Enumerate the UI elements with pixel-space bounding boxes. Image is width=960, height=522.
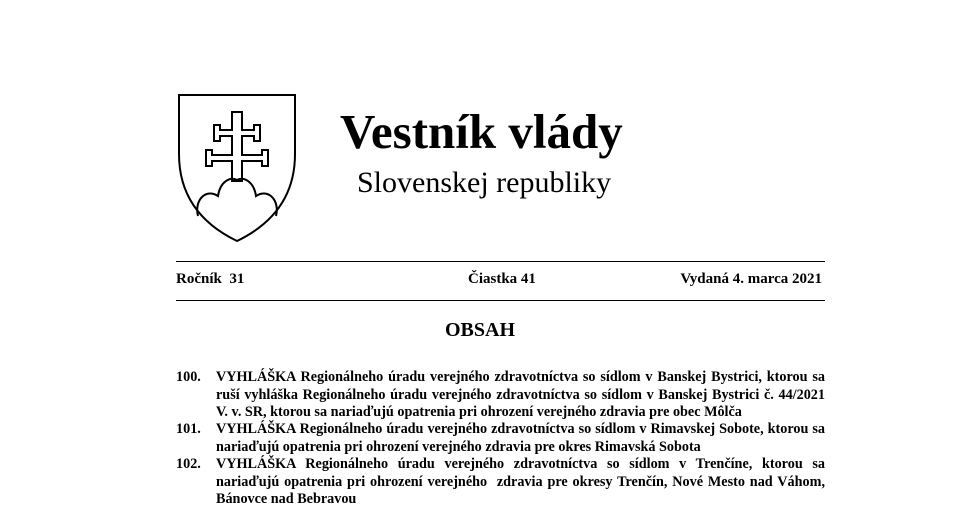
volume-label: Ročník 31 bbox=[176, 271, 245, 287]
divider-bottom bbox=[176, 300, 825, 301]
coat-of-arms-icon bbox=[176, 92, 298, 244]
contents-item-text: VYHLÁŠKA Regionálneho úradu verejného zdravotníctva so sídlom v Trenčíne, ktorou sa nariaďujú opatrenia pri ohrození verejného zdravia pre okresy Trenčín, Nové Mesto nad Váhom, Bánovce nad Bebravou bbox=[216, 456, 829, 507]
contents-item-number: 100. bbox=[176, 369, 201, 385]
contents-item-text: VYHLÁŠKA Regionálneho úradu verejného zdravotníctva so sídlom v Rimavskej Sobote, ktorou sa nariaďujú opatrenia pri ohrození verejného zdravia pre okres Rimavská Sobota bbox=[216, 421, 825, 455]
part-label: Čiastka 41 bbox=[468, 271, 536, 287]
contents-item-text: VYHLÁŠKA Regionálneho úradu verejného zdravotníctva so sídlom v Banskej Bystrici, ktorou sa ruší vyhláška Regionálneho úradu verejného zdravotníctva so sídlom v Banskej Bystrici č. 44/2021 V. v. SR, ktorou sa nariaďujú opatrenia pri ohrození verejného zdravia pre obec Môlča bbox=[216, 369, 825, 420]
divider-top bbox=[176, 261, 825, 262]
issue-date: Vydaná 4. marca 2021 bbox=[680, 271, 822, 287]
contents-item bbox=[176, 369, 825, 422]
page-title: Vestník vlády bbox=[340, 104, 623, 159]
contents-heading: OBSAH bbox=[444, 319, 516, 341]
contents-item bbox=[176, 456, 829, 509]
page-subtitle: Slovenskej republiky bbox=[357, 166, 612, 199]
contents-item-number: 102. bbox=[176, 456, 201, 472]
contents-item bbox=[176, 421, 825, 456]
contents-item-number: 101. bbox=[176, 421, 201, 437]
